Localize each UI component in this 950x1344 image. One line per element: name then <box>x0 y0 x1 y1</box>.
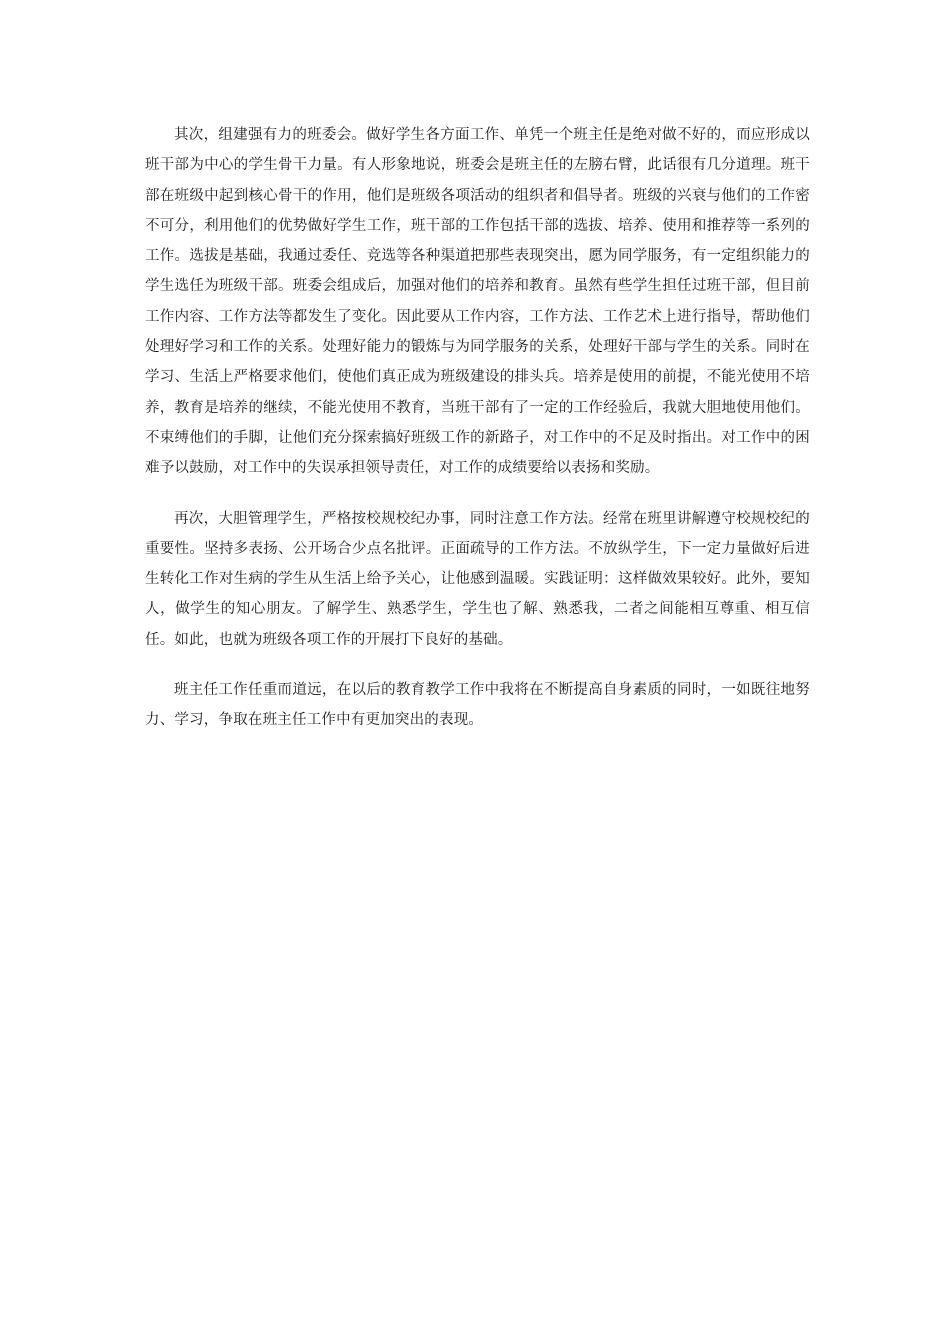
document-body <box>145 120 810 736</box>
paragraph-conclusion: 班主任工作任重而道远，在以后的教育教学工作中我将在不断提高自身素质的同时，一如既往地努力、学习，争取在班主任工作中有更加突出的表现。 <box>145 682 810 729</box>
paragraph-class-committee: 其次，组建强有力的班委会。做好学生各方面工作、单凭一个班主任是绝对做不好的，而应形成以班干部为中心的学生骨干力量。有人形象地说，班委会是班主任的左膀右臂，此话很有几分道理。班干部在班级中起到核心骨干的作用，他们是班级各项活动的组织者和倡导者。班级的兴衰与他们的工作密不可分，利用他们的优势做好学生工作，班干部的工作包括干部的选拔、培养、使用和推荐等一系列的工作。选拔是基础，我通过委任、竞选等各种渠道把那些表现突出，愿为同学服务，有一定组织能力的学生选任为班级干部。班委会组成后，加强对他们的培养和教育。虽然有些学生担任过班干部，但目前工作内容、工作方法等都发生了变化。因此要从工作内容，工作方法、工作艺术上进行指导，帮助他们处理好学习和工作的关系。处理好能力的锻炼与为同学服务的关系，处理好干部与学生的关系。同时在学习、生活上严格要求他们，使他们真正成为班级建设的排头兵。培养是使用的前提，不能光使用不培养，教育是培养的继续，不能光使用不教育，当班干部有了一定的工作经验后，我就大胆地使用他们。不束缚他们的手脚，让他们充分探索搞好班级工作的新路子，对工作中的不足及时指出。对工作中的困难予以鼓励，对工作中的失误承担领导责任，对工作的成绩要给以表扬和奖励。 <box>145 127 810 477</box>
paragraph-student-management: 再次，大胆管理学生，严格按校规校纪办事，同时注意工作方法。经常在班里讲解遵守校规校纪的重要性。坚持多表扬、公开场合少点名批评。正面疏导的工作方法。不放纵学生，下一定力量做好后进生转化工作对生病的学生从生活上给予关心，让他感到温暖。实践证明：这样做效果较好。此外，要知人，做学生的知心朋友。了解学生、熟悉学生，学生也了解、熟悉我，二者之间能相互尊重、相互信任。如此，也就为班级各项工作的开展打下良好的基础。 <box>145 510 810 648</box>
